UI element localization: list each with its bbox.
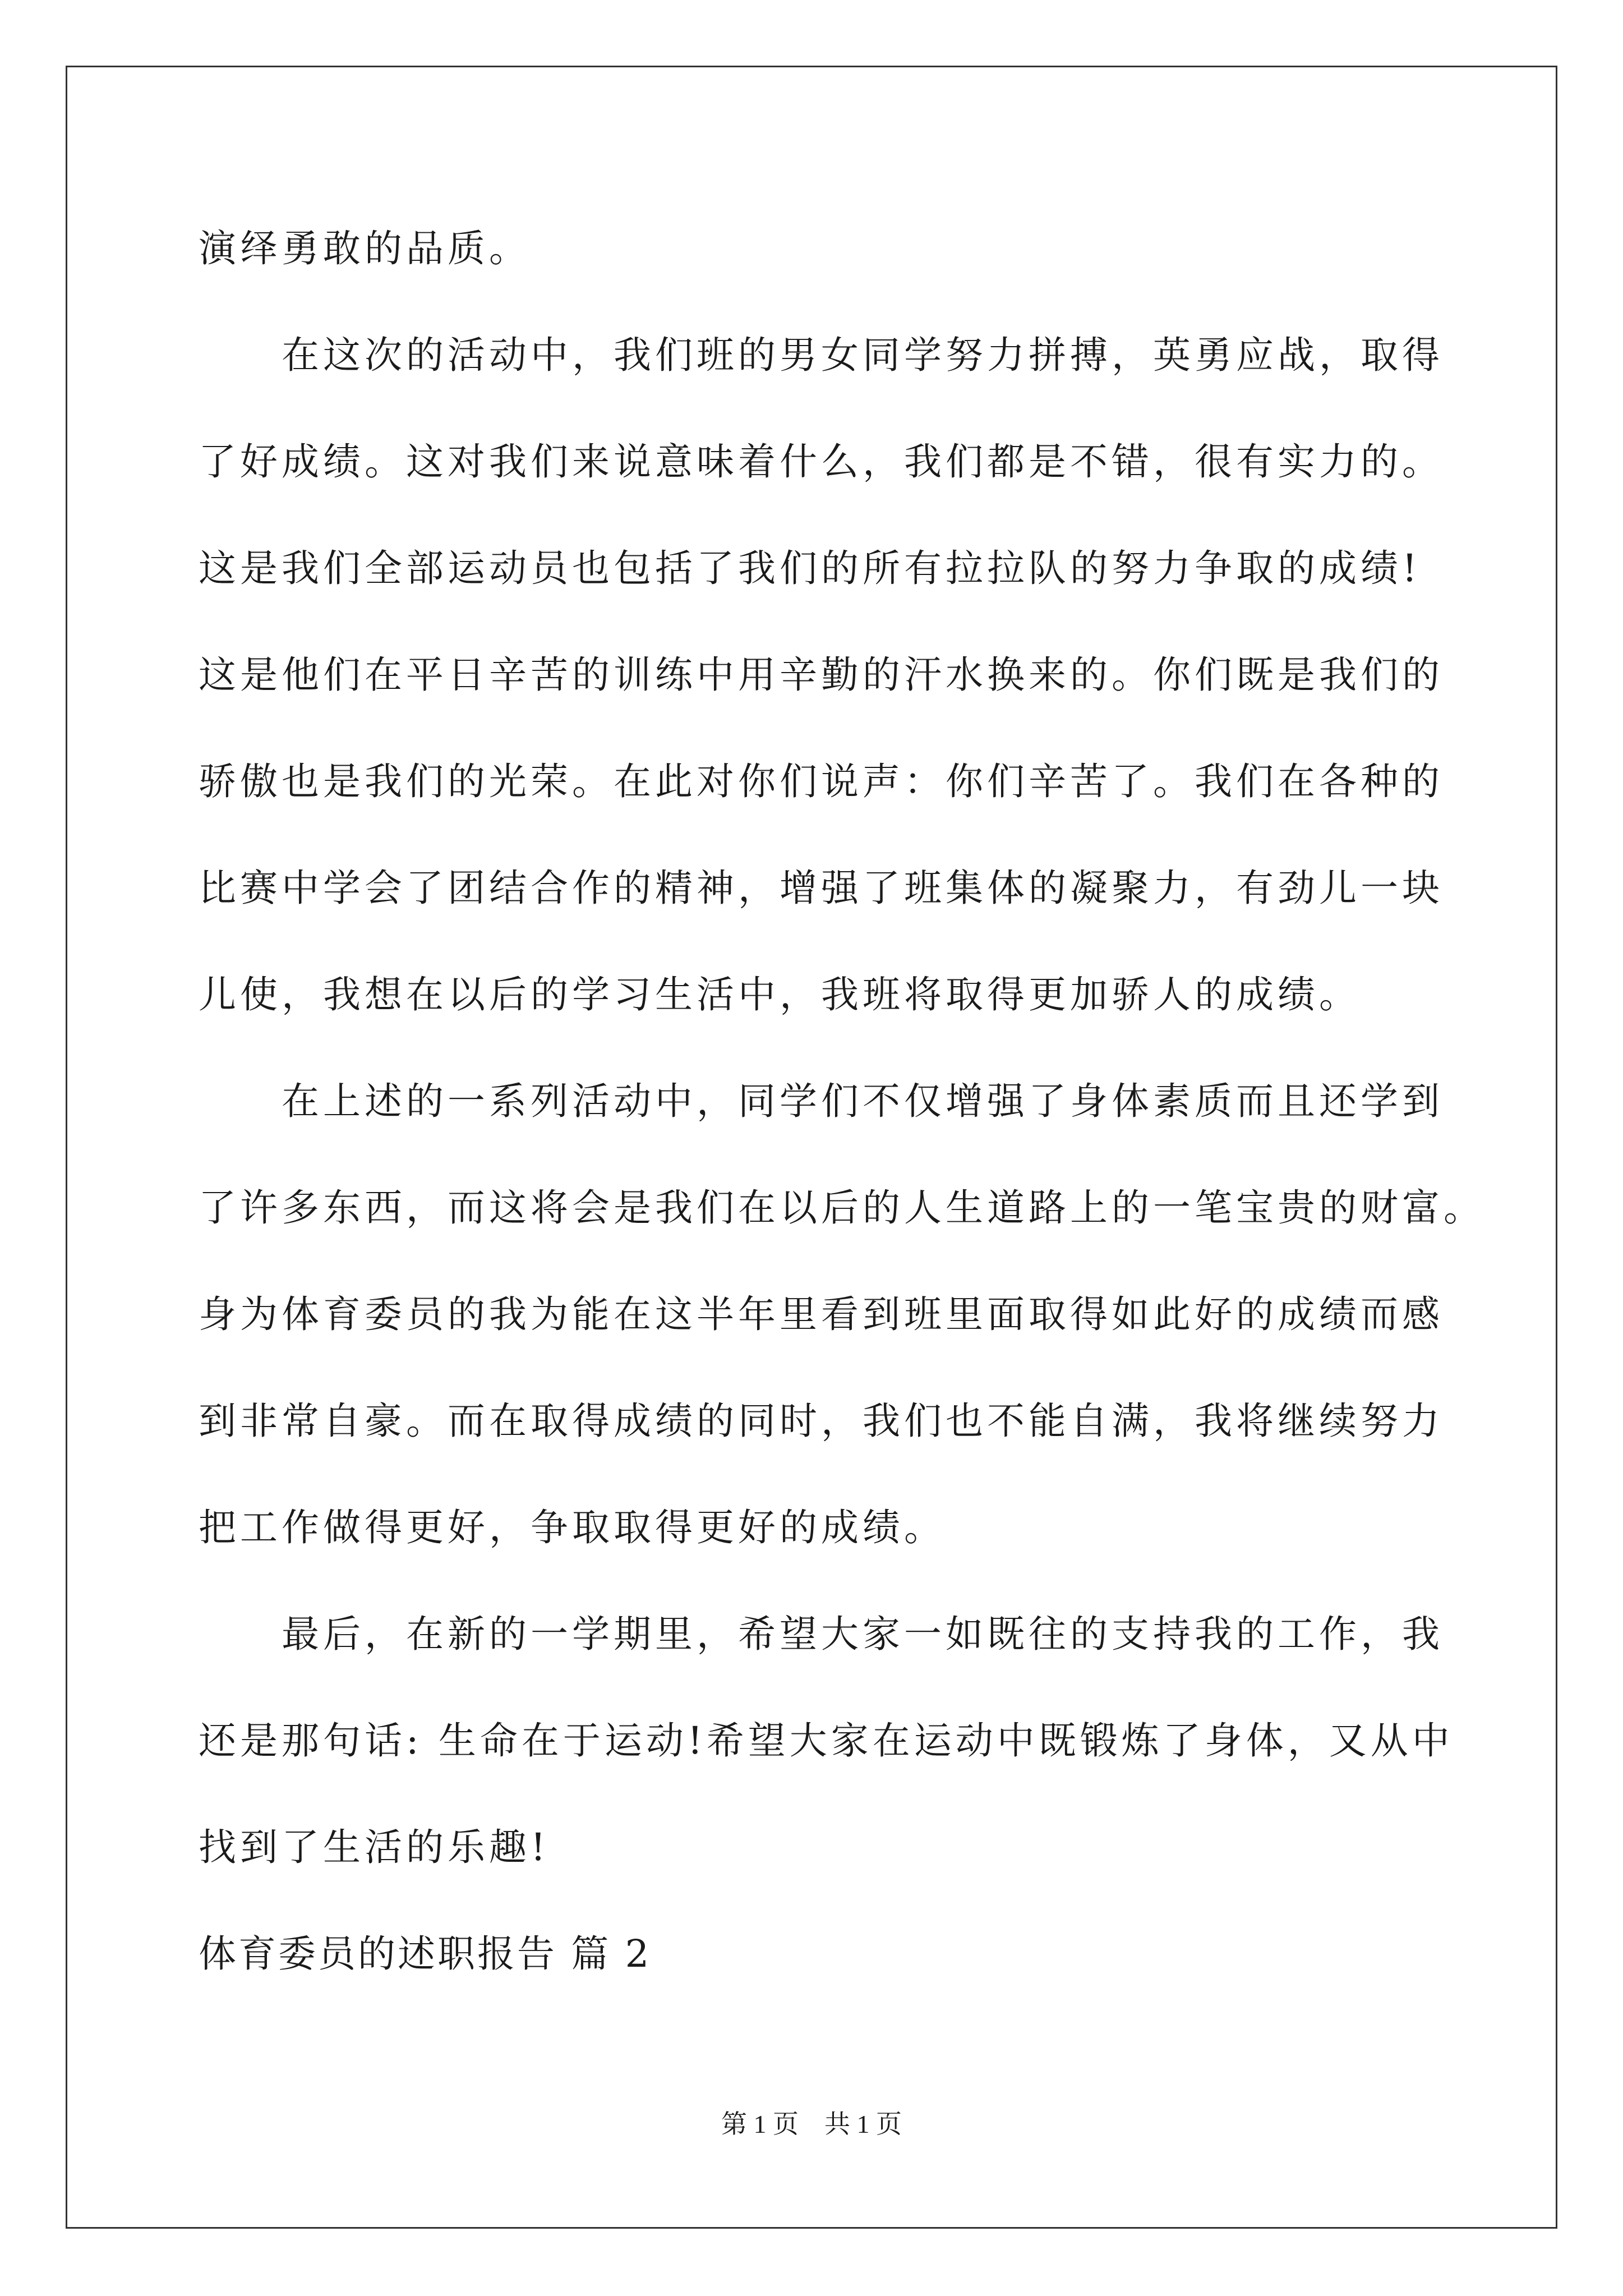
text-line: 身为体育委员的我为能在这半年里看到班里面取得如此好的成绩而感 <box>199 1292 1444 1336</box>
text-line: 在上述的一系列活动中，同学们不仅增强了身体素质而且还学到 <box>199 1079 1444 1123</box>
text-line: 这是他们在平日辛苦的训练中用辛勤的汗水换来的。你们既是我们的 <box>199 653 1444 697</box>
text-line: 了许多东西，而这将会是我们在以后的人生道路上的一笔宝贵的财富。 <box>199 1186 1485 1230</box>
text-line: 比赛中学会了团结合作的精神，增强了班集体的凝聚力，有劲儿一块 <box>199 866 1444 910</box>
page-footer: 第 1 页 共 1 页 <box>721 2110 902 2138</box>
text-line: 演绎勇敢的品质。 <box>199 227 531 270</box>
text-line: 了好成绩。这对我们来说意味着什么，我们都是不错，很有实力的。 <box>199 440 1444 484</box>
text-line: 最后，在新的一学期里，希望大家一如既往的支持我的工作，我 <box>199 1612 1444 1656</box>
text-line: 儿使，我想在以后的学习生活中，我班将取得更加骄人的成绩。 <box>199 973 1361 1016</box>
page-border <box>66 66 1557 2229</box>
text-line: 还是那句话: 生命在于运动!希望大家在运动中既锻炼了身体，又从中 <box>199 1719 1454 1763</box>
text-line: 在这次的活动中，我们班的男女同学努力拼搏，英勇应战，取得 <box>199 333 1444 377</box>
text-line: 把工作做得更好，争取取得更好的成绩。 <box>199 1506 946 1549</box>
text-line: 这是我们全部运动员也包括了我们的所有拉拉队的努力争取的成绩! <box>199 546 1421 590</box>
text-line: 骄傲也是我们的光荣。在此对你们说声：你们辛苦了。我们在各种的 <box>199 760 1444 803</box>
text-line: 找到了生活的乐趣! <box>199 1825 550 1869</box>
section-heading: 体育委员的述职报告 篇 2 <box>199 1932 652 1976</box>
text-line: 到非常自豪。而在取得成绩的同时，我们也不能自满，我将继续努力 <box>199 1399 1444 1443</box>
